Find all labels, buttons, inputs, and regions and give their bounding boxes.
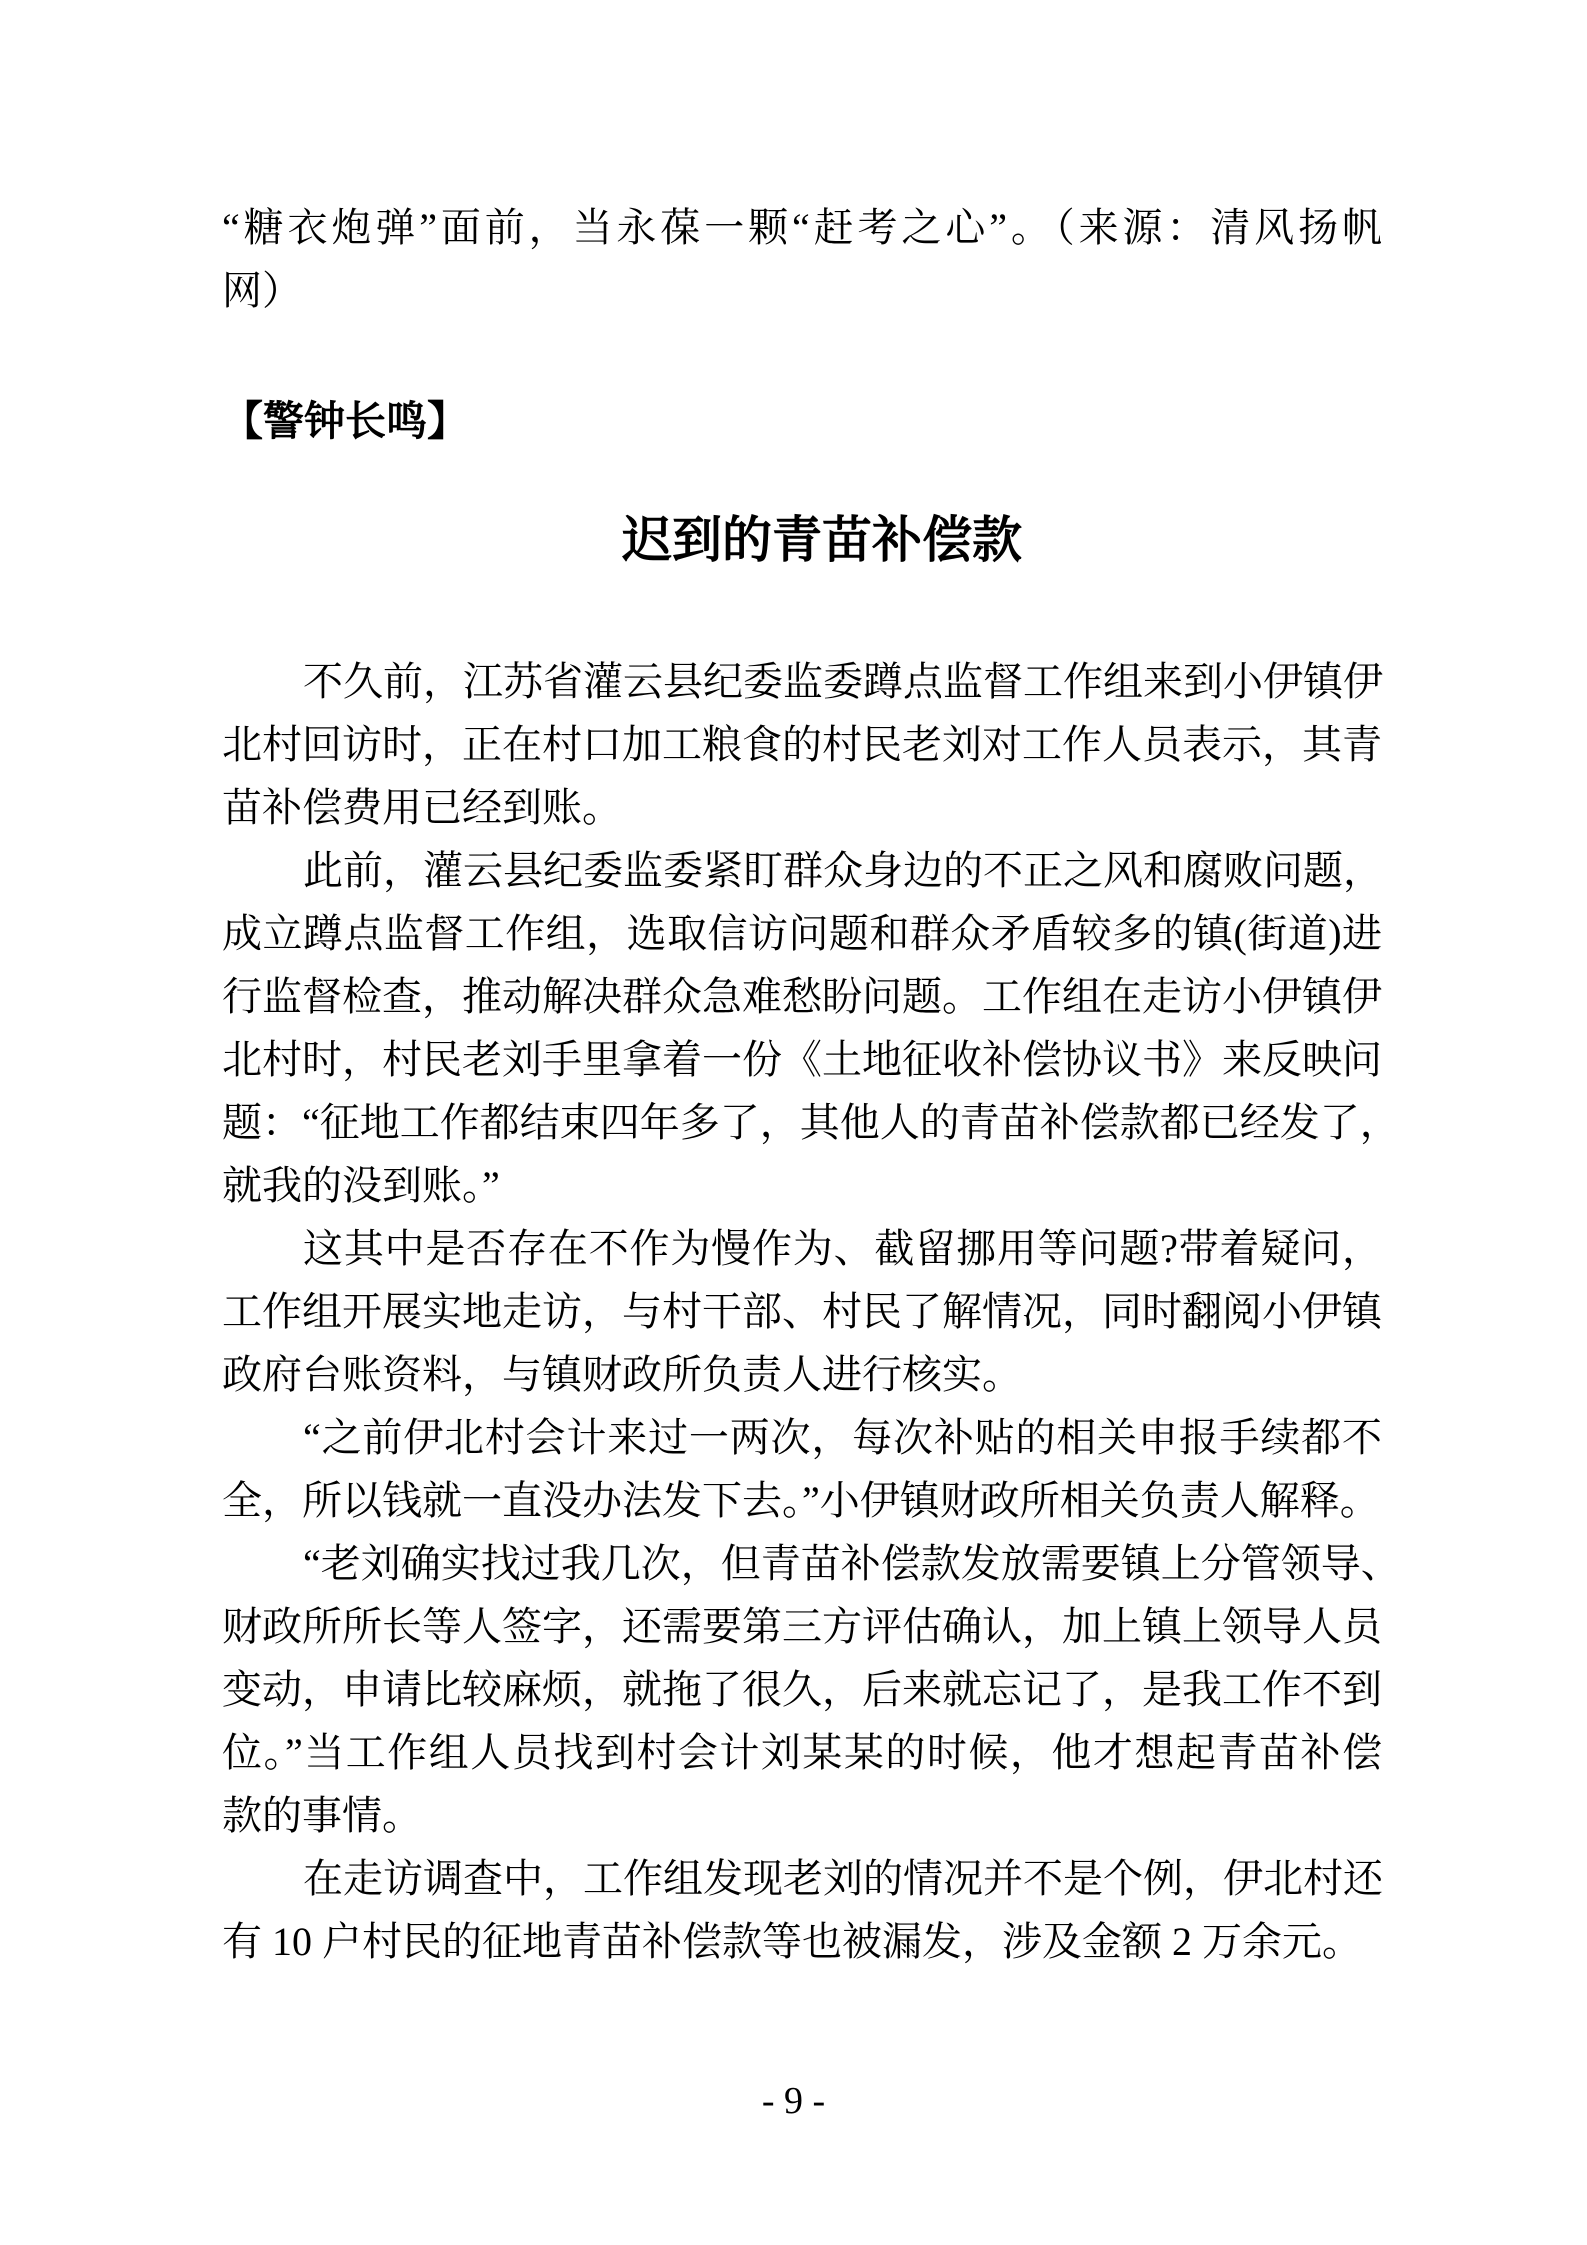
article-body [222, 650, 1401, 1973]
body-line: 政府台账资料，与镇财政所负责人进行核实。 [222, 1352, 1022, 1397]
body-line: “之前伊北村会计来过一两次，每次补贴的相关申报手续都不 [303, 1415, 1382, 1460]
body-line: 北村时，村民老刘手里拿着一份《土地征收补偿协议书》来反映问 [222, 1037, 1382, 1082]
body-line: 行监督检查，推动解决群众急难愁盼问题。工作组在走访小伊镇伊 [222, 974, 1382, 1019]
body-line: 苗补偿费用已经到账。 [222, 785, 622, 830]
intro-line: “糖衣炮弹”面前，当永葆一颗“赶考之心”。（来源：清风扬帆 [222, 205, 1382, 250]
page-number: - 9 - [761, 2080, 826, 2122]
body-line: “老刘确实找过我几次，但青苗补偿款发放需要镇上分管领导、 [303, 1541, 1401, 1586]
body-line: 财政所所长等人签字，还需要第三方评估确认，加上镇上领导人员 [222, 1604, 1382, 1649]
article-title: 迟到的青苗补偿款 [622, 512, 1022, 568]
body-line: 全，所以钱就一直没办法发下去。”小伊镇财政所相关负责人解释。 [222, 1478, 1380, 1523]
body-line: 题：“征地工作都结束四年多了，其他人的青苗补偿款都已经发了， [222, 1100, 1400, 1145]
body-line: 就我的没到账。” [222, 1163, 500, 1208]
body-line: 不久前，江苏省灌云县纪委监委蹲点监督工作组来到小伊镇伊 [303, 659, 1383, 704]
body-line: 北村回访时，正在村口加工粮食的村民老刘对工作人员表示，其青 [222, 722, 1382, 767]
body-line: 工作组开展实地走访，与村干部、村民了解情况，同时翻阅小伊镇 [222, 1289, 1382, 1334]
body-line: 有 10 户村民的征地青苗补偿款等也被漏发，涉及金额 2 万余元。 [222, 1919, 1362, 1964]
intro-paragraph [222, 196, 1382, 322]
body-line: 这其中是否存在不作为慢作为、截留挪用等问题?带着疑问， [303, 1226, 1382, 1271]
body-line: 变动，申请比较麻烦，就拖了很久，后来就忘记了，是我工作不到 [222, 1667, 1382, 1712]
body-line: 位。”当工作组人员找到村会计刘某某的时候，他才想起青苗补偿 [222, 1730, 1382, 1775]
body-line: 此前，灌云县纪委监委紧盯群众身边的不正之风和腐败问题， [303, 848, 1383, 893]
body-line: 成立蹲点监督工作组，选取信访问题和群众矛盾较多的镇(街道)进 [222, 911, 1382, 956]
body-line: 款的事情。 [222, 1793, 422, 1838]
section-header: 【警钟长鸣】 [222, 398, 468, 444]
intro-line: 网） [222, 268, 302, 313]
body-line: 在走访调查中，工作组发现老刘的情况并不是个例，伊北村还 [303, 1856, 1383, 1901]
